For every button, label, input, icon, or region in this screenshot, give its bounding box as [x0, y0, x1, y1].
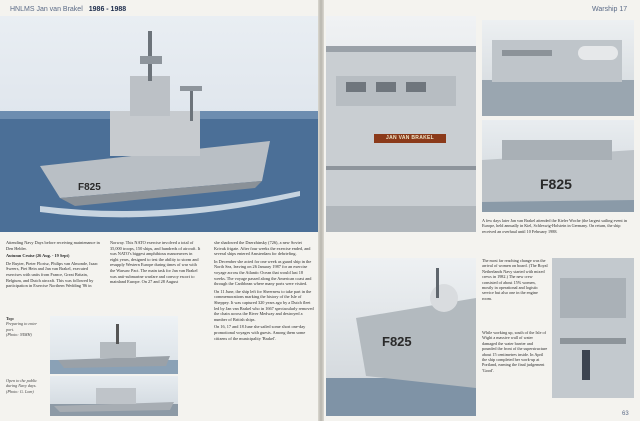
page-gutter — [318, 0, 324, 421]
deck-equipment-photo — [482, 20, 634, 116]
col3-p3: On 11 June, the ship left for Sheerness to take part in the commemorations marking the history of the Isle of Sheppey. It was captured 320 years ago by a Dutch fleet led by Jan van Brakel who in 1667 spectacularly removed the chain across the River Medway and destroyed a number of British ships. — [214, 288, 314, 322]
col1-body: De Ruyter, Pieter Florisz, Philips van Almonde, Isaac Sweers, Piet Hein and Jan van Brakel, executed exercises with units from France, Great Britain, Belgium, and Dutch aircraft. This was followed by participation in Exercise Northern Wedding '86 in — [6, 260, 98, 289]
crew-deck-illustration — [552, 258, 634, 398]
col2-body: Norway. This NATO exercise involved a total of 35,000 troops, 150 ships, and hundreds of aircraft. It was NATO's biggest amphibious manoeuvres in eight years, designed to test the ability to storm and resupply Western Europe during times of war with the Warsaw Pact. The main task for Jan van Brakel was anti-submarine warfare and convoy escort to mainland Europe. On 27 and 28 August — [110, 240, 201, 285]
bow-close-pennant: F825 — [382, 334, 412, 349]
col1-heading: Autumn Cruise (26 Aug. - 19 Sept) — [6, 253, 70, 259]
caption-bottom-text: Open to the public during Navy days. — [6, 378, 38, 389]
frigate-illustration — [0, 16, 318, 232]
caption-isle-of-wight: While working up, south of the Isle of Wight a massive wall of water damaged the water barrier and pounded the front of the superstructure about 15 centimetres inside. In April the ship completed her work-up at Portland, earning the final judgement 'Good'. — [482, 330, 548, 373]
superstructure-illustration — [326, 16, 476, 232]
caption-top-credit: (Photo: NIMH) — [6, 332, 32, 338]
bow-close-photo — [326, 258, 476, 416]
caption-bottom-credit: (Photo: G. Lom) — [6, 388, 34, 394]
col3-p2: In December she acted for one week as guard ship in the North Sea, leaving on 26 January 1987 for an exercise voyage across the Atlantic Ocean that would last 18 weeks. The voyage passed along the American coast and through the Caribbean where many ports were visited. — [214, 258, 312, 287]
caption-top-text: Preparing to enter port. — [6, 321, 38, 332]
bow-pennant-illustration — [482, 120, 634, 212]
crew-deck-photo — [552, 258, 634, 398]
text-column-3 — [214, 240, 314, 343]
running-head-left — [10, 6, 126, 13]
col3-p1: she shadowed the Dzerzhinsky (726), a new Soviet Krivak frigate. After four weeks the exercise ended, and several ships entered Amsterdam for debriefing. — [214, 240, 311, 257]
running-head-right: Warship 17 — [592, 6, 628, 13]
text-column-1 — [6, 240, 104, 291]
col1-intro: Attending Navy Days before receiving maintenance in Den Helder. — [6, 240, 100, 251]
ship-in-port-photo — [50, 316, 178, 374]
main-frigate-photo — [0, 16, 318, 232]
bow-pennant-number: F825 — [540, 176, 572, 192]
ship-name-plate: JAN VAN BRAKEL — [374, 134, 446, 143]
caption-top-title: Top: — [6, 316, 15, 321]
superstructure-photo — [326, 16, 476, 232]
bow-pennant-photo — [482, 120, 634, 212]
navy-days-illustration — [50, 376, 178, 416]
running-head-title: HNLMS Jan van Brakel — [10, 6, 83, 13]
caption-top — [6, 316, 46, 338]
caption-kieler-woche: A few days later Jan van Brakel attended the Kieler Woche (the largest sailing event in Europe, held annually in Kiel, Schleswig-Holstein in Germany. On return, the ship received an overhaul until 10 February 1988. — [482, 218, 627, 234]
running-head-years: 1986 - 1988 — [88, 6, 127, 13]
caption-women-on-board: The most far reaching change was the arrival of women on board. (The Royal Netherlands Navy started with mixed crews in 1982.) The new crew consisted of about 15% women, mostly in operational and logistic service but also one in the engine room. — [482, 258, 548, 301]
main-photo-pennant: F825 — [78, 182, 101, 193]
ship-in-port-illustration — [50, 316, 178, 374]
navy-days-photo — [50, 376, 178, 416]
page-number: 63 — [622, 411, 629, 417]
col3-p4: On 16, 17 and 18 June she sailed some short one-day promotional voyages with guests. Among them some citizens of the municipality 'Brakel'. — [214, 324, 306, 341]
text-column-2 — [110, 240, 202, 287]
caption-bottom — [6, 378, 46, 394]
deck-equipment-illustration — [482, 20, 634, 116]
